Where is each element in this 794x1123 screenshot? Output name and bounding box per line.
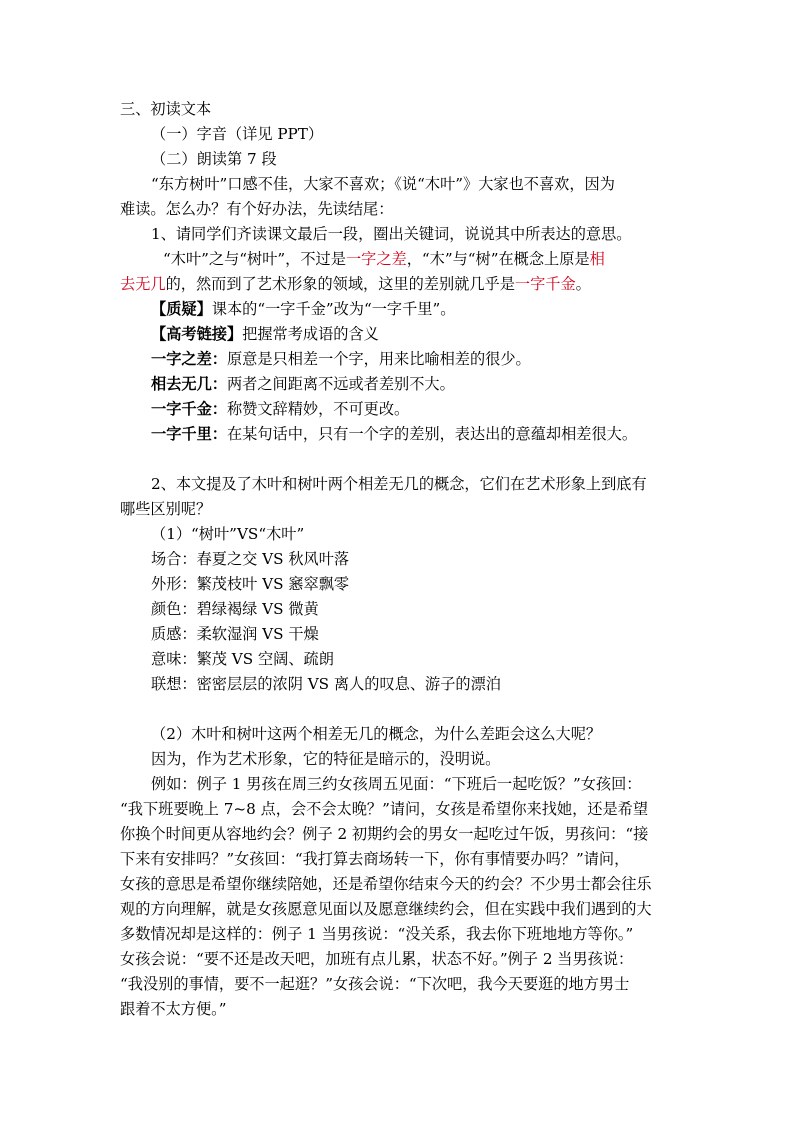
answer-line bbox=[163, 249, 605, 269]
because-line: 因为，作为艺术形象，它的特征是暗示的，没明说。 bbox=[151, 750, 501, 768]
link-text: 把握常考成语的含义 bbox=[242, 325, 379, 343]
comparison-item: 联想：密密层层的浓阴 VS 离人的叹息、游子的漂泊 bbox=[151, 675, 501, 693]
example-line: 跟着不太方便。” bbox=[120, 1000, 227, 1018]
idiom-definition bbox=[151, 399, 409, 419]
example-line: “我下班要晚上 7~8 点，会不会太晚？”请问，女孩是希望你来找她，还是希望 bbox=[120, 800, 649, 818]
question-2-2: （2）木叶和树叶这两个相差无几的概念，为什么差距会这么大呢？ bbox=[151, 725, 602, 743]
comparison-title: （1）“树叶”VS“木叶” bbox=[151, 525, 305, 543]
idiom-meaning: 两者之间距离不远或者差别不大。 bbox=[226, 375, 455, 393]
idiom-meaning: 称赞文辞精妙，不可更改。 bbox=[226, 400, 410, 418]
question-2: 2、本文提及了木叶和树叶两个相差无几的概念，它们在艺术形象上到底有 bbox=[151, 475, 647, 493]
question-2: 哪些区别呢？ bbox=[120, 500, 212, 518]
comparison-item: 外形：繁茂枝叶 VS 窸窣飘零 bbox=[151, 575, 350, 593]
section-heading: 三、初读文本 bbox=[120, 100, 212, 118]
example-line: 下来有安排吗？”女孩回：“我打算去商场转一下，你有事情要办吗？”请问， bbox=[120, 850, 630, 868]
example-line: 例如：例子 1 男孩在周三约女孩周五见面：“下班后一起吃饭？”女孩回： bbox=[151, 775, 642, 793]
highlight-keyword: 去无几 bbox=[120, 275, 166, 293]
answer-line bbox=[120, 274, 591, 294]
idiom-definition bbox=[151, 349, 531, 369]
link-label: 【高考链接】 bbox=[151, 325, 243, 343]
idiom-term: 相去无几： bbox=[151, 375, 227, 393]
idiom-meaning: 在某句话中，只有一个字的差别，表达出的意蕴却相差很大。 bbox=[226, 425, 637, 443]
comparison-item: 颜色：碧绿褐绿 VS 微黄 bbox=[151, 600, 319, 618]
example-line: 你换个时间更从容地约会？例子 2 初期约会的男女一起吃过午饭，男孩问：“接 bbox=[120, 825, 649, 843]
example-line: 女孩会说：“要不还是改天吧，加班有点儿累，状态不好。”例子 2 当男孩说： bbox=[120, 950, 634, 968]
highlight-keyword: 相 bbox=[589, 250, 605, 268]
idiom-term: 一字之差： bbox=[151, 350, 227, 368]
question-1: 1、请同学们齐读课文最后一段，圈出关键词，说说其中所表达的意思。 bbox=[151, 225, 632, 243]
example-line: 女孩的意思是希望你继续陪她，还是希望你结束今天的约会？不少男士都会往乐 bbox=[120, 875, 652, 893]
doubt-text: 课本的“一字千金”改为“一字千里”。 bbox=[211, 300, 456, 318]
intro-line: “东方树叶”口感不佳，大家不喜欢；《说“木叶”》大家也不喜欢，因为 bbox=[151, 175, 615, 193]
answer-text: ，“木”与“树”在概念上原是 bbox=[406, 250, 590, 268]
comparison-item: 质感：柔软湿润 VS 干燥 bbox=[151, 625, 319, 643]
example-line: “我没别的事情，要不一起逛？”女孩会说：“下次吧，我今天要逛的地方男士 bbox=[120, 975, 630, 993]
doubt-label: 【质疑】 bbox=[151, 300, 212, 318]
doubt-line bbox=[151, 299, 455, 319]
answer-text: 的，然而到了艺术形象的领域，这里的差别就几乎是 bbox=[165, 275, 515, 293]
answer-text: “木叶”之与“树叶”，不过是 bbox=[163, 250, 346, 268]
comparison-item: 意味：繁茂 VS 空阔、疏朗 bbox=[151, 650, 334, 668]
answer-text: 。 bbox=[575, 275, 591, 293]
example-line: 多数情况却是这样的：例子 1 当男孩说：“没关系，我去你下班地地方等你。” bbox=[120, 925, 634, 943]
intro-line: 难读。怎么办？有个好办法，先读结尾： bbox=[120, 200, 394, 218]
example-line: 观的方向理解，就是女孩愿意见面以及愿意继续约会，但在实践中我们遇到的大 bbox=[120, 900, 652, 918]
comparison-item: 场合：春夏之交 VS 秋风叶落 bbox=[151, 550, 350, 568]
subsection-pronunciation: （一）字音（详见 PPT） bbox=[151, 125, 324, 143]
link-line bbox=[151, 324, 379, 344]
idiom-definition bbox=[151, 374, 455, 394]
highlight-keyword: 一字千金 bbox=[514, 275, 576, 293]
subsection-reading: （二）朗读第 7 段 bbox=[151, 150, 277, 168]
idiom-meaning: 原意是只相差一个字，用来比喻相差的很少。 bbox=[226, 350, 531, 368]
highlight-keyword: 一字之差 bbox=[345, 250, 407, 268]
idiom-term: 一字千里： bbox=[151, 425, 227, 443]
idiom-term: 一字千金： bbox=[151, 400, 227, 418]
idiom-definition bbox=[151, 424, 637, 444]
